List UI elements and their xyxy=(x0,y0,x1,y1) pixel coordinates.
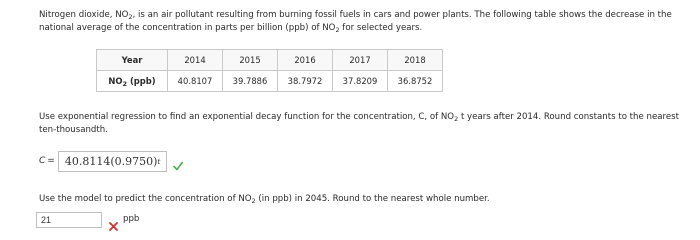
table-header-no2: $NO_2$ (ppb) xyxy=(97,71,168,92)
table-header-year: Year xyxy=(97,50,168,71)
table-cell: 36.8752 xyxy=(388,71,443,92)
question-2: Use the model to predict the concentration of $NO_2$ (in ppb) in 2045. Round to the nearest whole number. xyxy=(39,194,490,205)
table-cell: 2018 xyxy=(388,50,443,71)
data-table xyxy=(96,49,443,92)
table-row-years xyxy=(97,50,443,71)
variable-label: C xyxy=(39,156,46,166)
prompt-text: , is an air pollutant resulting from burning fossil fuels in cars and power plants. The following table shows the decrease in the national average of the concentration in parts per billion (ppb) of NO xyxy=(39,10,672,33)
table-cell: 37.8209 xyxy=(333,71,388,92)
answer-1-row xyxy=(39,150,183,172)
table-cell: 39.7886 xyxy=(223,71,278,92)
equals-sign: = xyxy=(47,156,55,166)
unit-label: ppb xyxy=(123,214,140,224)
x-icon xyxy=(109,216,118,225)
answer-1-input[interactable] xyxy=(58,151,168,172)
answer-2-input[interactable]: 21 xyxy=(36,212,102,228)
table-cell: 38.7972 xyxy=(278,71,333,92)
table-cell: 2016 xyxy=(278,50,333,71)
subscript: 2 xyxy=(128,13,133,21)
answer-1-expression: 40.8114(0.9750) xyxy=(64,154,158,168)
question-1: Use exponential regression to find an exponential decay function for the concentration, C, of $NO_2$ t years after 2014. Round constants to the nearest ten-thousandth. xyxy=(39,112,679,135)
table-cell: 2015 xyxy=(223,50,278,71)
table-cell: 2014 xyxy=(168,50,223,71)
answer-1-exponent: t xyxy=(157,156,161,166)
subscript: 2 xyxy=(335,26,340,34)
table-cell: 40.8107 xyxy=(168,71,223,92)
check-icon xyxy=(173,156,183,166)
prompt-text: Nitrogen dioxide, NO xyxy=(39,10,129,20)
table-row-no2 xyxy=(97,71,443,92)
problem-statement xyxy=(39,9,689,35)
table-cell: 2017 xyxy=(333,50,388,71)
prompt-text: for selected years. xyxy=(339,23,423,33)
